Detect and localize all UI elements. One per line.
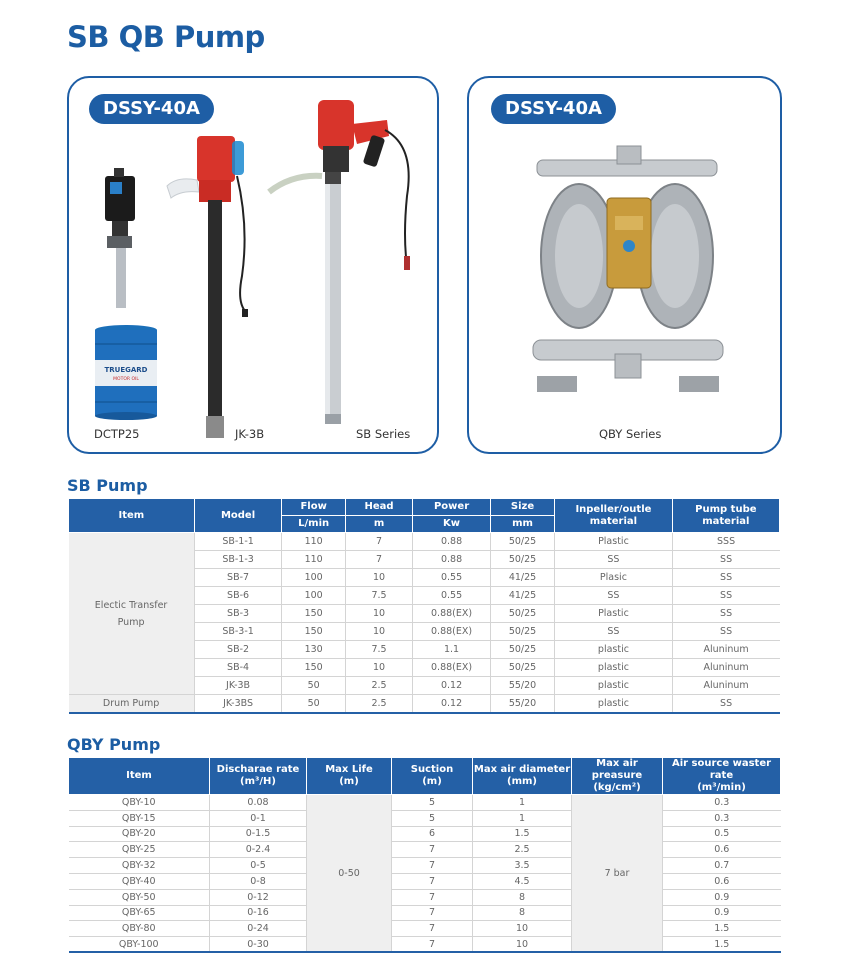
table-row [69, 810, 781, 826]
qby-cell-air-diameter: 2.5 [473, 842, 572, 858]
sb-cell-power: 1.1 [413, 641, 491, 659]
sb-cell-tube: Aluninum [672, 659, 779, 677]
qby-cell-item: QBY-10 [69, 795, 210, 811]
sb-cell-model: SB-6 [194, 587, 282, 605]
qby-header-air-pressure-label: Max air preasure [591, 758, 643, 781]
sb-cell-model: JK-3B [194, 677, 282, 695]
qby-cell-air-diameter: 10 [473, 937, 572, 953]
qby-cell-suction: 6 [392, 826, 473, 842]
qby-header-air-pressure-unit: (kg/cm²) [593, 782, 641, 793]
sb-cell-model: SB-4 [194, 659, 282, 677]
qby-cell-item: QBY-40 [69, 873, 210, 889]
sb-header-tube: Pump tube material [672, 499, 779, 533]
sb-cell-flow: 110 [282, 533, 345, 551]
sb-cell-head: 10 [345, 569, 412, 587]
qby-cell-air-diameter: 1.5 [473, 826, 572, 842]
sb-cell-flow: 100 [282, 569, 345, 587]
qby-product-card [467, 76, 782, 454]
page-title: SB QB Pump [67, 20, 265, 54]
sb-header-impeller: Inpeller/outle material [555, 499, 672, 533]
sb-header-model: Model [194, 499, 282, 533]
qby-header-air-source-unit: (m³/min) [697, 782, 746, 793]
qby-cell-discharge: 0.08 [210, 795, 307, 811]
qby-header-max-life-unit: (m) [339, 776, 359, 787]
qby-cell-discharge: 0-12 [210, 889, 307, 905]
sb-cell-model: SB-3 [194, 605, 282, 623]
table-row [69, 695, 780, 713]
sb-cell-power: 0.88(EX) [413, 605, 491, 623]
qby-header-air-diameter-unit: (mm) [507, 776, 537, 787]
qby-max-life-value: 0-50 [307, 795, 392, 953]
sb-cell-impeller: plastic [555, 695, 672, 713]
sb-cell-flow: 150 [282, 623, 345, 641]
sb-cell-power: 0.88 [413, 551, 491, 569]
qby-section-title: QBY Pump [67, 735, 161, 754]
table-row [69, 826, 781, 842]
sb-cell-tube: SS [672, 569, 779, 587]
qby-header-discharge-unit: (m³/H) [240, 776, 276, 787]
sb-cell-tube: SS [672, 605, 779, 623]
sb-cell-impeller: plastic [555, 659, 672, 677]
sb-cell-size: 50/25 [490, 641, 554, 659]
sb-group-drum: Drum Pump [69, 695, 195, 713]
sb-cell-size: 50/25 [490, 533, 554, 551]
qby-cell-suction: 7 [392, 921, 473, 937]
qby-header-max-life [307, 758, 392, 795]
sb-cell-power: 0.88(EX) [413, 659, 491, 677]
sb-cell-tube: Aluninum [672, 677, 779, 695]
qby-cell-suction: 5 [392, 795, 473, 811]
qby-header-air-source [663, 758, 781, 795]
table-row [69, 873, 781, 889]
qby-cell-air-source: 0.9 [663, 905, 781, 921]
qby-cell-air-source: 0.9 [663, 889, 781, 905]
sb-cell-tube: SS [672, 587, 779, 605]
qby-cell-air-diameter: 1 [473, 810, 572, 826]
sb-cell-flow: 130 [282, 641, 345, 659]
sb-cell-impeller: Plastic [555, 533, 672, 551]
sb-cell-model: SB-3-1 [194, 623, 282, 641]
qby-cell-air-diameter: 10 [473, 921, 572, 937]
sb-cell-flow: 100 [282, 587, 345, 605]
sb-cell-power: 0.12 [413, 677, 491, 695]
qby-air-pressure-value: 7 bar [572, 795, 663, 953]
qby-cell-suction: 7 [392, 842, 473, 858]
sb-cell-power: 0.55 [413, 587, 491, 605]
qby-header-discharge [210, 758, 307, 795]
sb-cell-tube: SS [672, 623, 779, 641]
sb-header-power-unit: Kw [413, 516, 491, 533]
sb-cell-size: 50/25 [490, 605, 554, 623]
sb-cell-flow: 50 [282, 677, 345, 695]
sb-cell-flow: 110 [282, 551, 345, 569]
table-row [69, 842, 781, 858]
sb-series-pump-image [269, 100, 410, 424]
qby-cell-suction: 7 [392, 937, 473, 953]
qby-cell-air-diameter: 8 [473, 905, 572, 921]
sb-cell-flow: 150 [282, 605, 345, 623]
sb-cell-model: SB-7 [194, 569, 282, 587]
qby-cell-item: QBY-100 [69, 937, 210, 953]
sb-cell-size: 50/25 [490, 659, 554, 677]
sb-group-electric: Electic Transfer Pump [69, 533, 195, 695]
sb-cell-size: 55/20 [490, 695, 554, 713]
sb-cell-tube: Aluninum [672, 641, 779, 659]
sb-cell-head: 10 [345, 659, 412, 677]
sb-cell-flow: 50 [282, 695, 345, 713]
qby-cell-discharge: 0-1 [210, 810, 307, 826]
sb-cell-impeller: SS [555, 551, 672, 569]
qby-cell-air-diameter: 1 [473, 795, 572, 811]
qby-header-discharge-label: Discharae rate [216, 764, 300, 775]
sb-cell-impeller: SS [555, 623, 672, 641]
sb-cell-model: SB-1-1 [194, 533, 282, 551]
sb-cell-power: 0.12 [413, 695, 491, 713]
qby-cell-air-diameter: 8 [473, 889, 572, 905]
sb-cell-size: 50/25 [490, 551, 554, 569]
sb-cell-model: SB-1-3 [194, 551, 282, 569]
table-row [69, 905, 781, 921]
sb-cell-size: 50/25 [490, 623, 554, 641]
qby-cell-air-source: 0.6 [663, 842, 781, 858]
qby-cell-item: QBY-80 [69, 921, 210, 937]
sb-cell-tube: SSS [672, 533, 779, 551]
qby-cell-air-diameter: 3.5 [473, 858, 572, 874]
caption-qby-series: QBY Series [599, 427, 662, 441]
qby-pump-table [68, 757, 781, 953]
qby-cell-discharge: 0-2.4 [210, 842, 307, 858]
qby-cell-discharge: 0-16 [210, 905, 307, 921]
sb-header-head-unit: m [345, 516, 412, 533]
sb-cell-head: 2.5 [345, 677, 412, 695]
qby-cell-air-source: 0.7 [663, 858, 781, 874]
sb-cell-size: 55/20 [490, 677, 554, 695]
sb-cell-head: 7.5 [345, 641, 412, 659]
qby-header-item [69, 758, 210, 795]
sb-cell-impeller: SS [555, 587, 672, 605]
qby-cell-air-source: 1.5 [663, 937, 781, 953]
table-row [69, 858, 781, 874]
sb-cell-head: 7 [345, 551, 412, 569]
qby-cell-discharge: 0-5 [210, 858, 307, 874]
sb-pumps-illustration [67, 76, 439, 454]
qby-cell-air-source: 0.5 [663, 826, 781, 842]
sb-header-item: Item [69, 499, 195, 533]
sb-cell-head: 10 [345, 623, 412, 641]
sb-cell-head: 7 [345, 533, 412, 551]
qby-cell-suction: 5 [392, 810, 473, 826]
sb-header-power: Power [413, 499, 491, 516]
qby-header-air-pressure [572, 758, 663, 795]
jk3b-pump-image [167, 136, 248, 438]
qby-cell-air-source: 0.3 [663, 810, 781, 826]
sb-header-flow-unit: L/min [282, 516, 345, 533]
qby-header-suction-unit: (m) [422, 776, 442, 787]
qby-header-suction [392, 758, 473, 795]
sb-header-flow: Flow [282, 499, 345, 516]
sb-cell-model: JK-3BS [194, 695, 282, 713]
qby-cell-item: QBY-50 [69, 889, 210, 905]
table-row [69, 795, 781, 811]
caption-sb-series: SB Series [356, 427, 411, 441]
qby-cell-discharge: 0-1.5 [210, 826, 307, 842]
sb-header-size-unit: mm [490, 516, 554, 533]
drum-sub-label: MOTOR OIL [113, 377, 139, 382]
sb-cell-impeller: Plasic [555, 569, 672, 587]
qby-cell-air-source: 0.3 [663, 795, 781, 811]
qby-cell-air-source: 0.6 [663, 873, 781, 889]
card-badge: DSSY-40A [89, 94, 214, 124]
qby-cell-suction: 7 [392, 905, 473, 921]
sb-cell-impeller: plastic [555, 677, 672, 695]
sb-cell-power: 0.55 [413, 569, 491, 587]
qby-cell-discharge: 0-24 [210, 921, 307, 937]
drum-brand-label: TRUEGARD [104, 366, 148, 374]
caption-dctp25: DCTP25 [94, 427, 140, 441]
qby-cell-air-source: 1.5 [663, 921, 781, 937]
sb-cell-size: 41/25 [490, 587, 554, 605]
qby-cell-item: QBY-15 [69, 810, 210, 826]
sb-cell-tube: SS [672, 695, 779, 713]
sb-header-size: Size [490, 499, 554, 516]
sb-header-head: Head [345, 499, 412, 516]
sb-cell-tube: SS [672, 551, 779, 569]
sb-section-title: SB Pump [67, 476, 148, 495]
qby-header-air-source-label: Air source waster rate [671, 758, 772, 781]
sb-cell-head: 7.5 [345, 587, 412, 605]
caption-jk3b: JK-3B [235, 427, 265, 441]
qby-header-max-life-label: Max Life [325, 764, 373, 775]
sb-cell-flow: 150 [282, 659, 345, 677]
sb-cell-impeller: Plastic [555, 605, 672, 623]
sb-cell-impeller: plastic [555, 641, 672, 659]
table-row [69, 937, 781, 953]
qby-pump-image [467, 76, 782, 454]
table-row [69, 921, 781, 937]
qby-cell-item: QBY-65 [69, 905, 210, 921]
table-row [69, 533, 780, 551]
qby-header-item-label: Item [126, 770, 152, 781]
card-badge: DSSY-40A [491, 94, 616, 124]
qby-header-suction-label: Suction [410, 764, 454, 775]
qby-cell-item: QBY-32 [69, 858, 210, 874]
qby-cell-item: QBY-25 [69, 842, 210, 858]
sb-cell-power: 0.88(EX) [413, 623, 491, 641]
qby-header-air-diameter-label: Max air diameter [473, 764, 571, 775]
qby-cell-item: QBY-20 [69, 826, 210, 842]
sb-cell-size: 41/25 [490, 569, 554, 587]
sb-pump-table [68, 498, 780, 714]
qby-cell-suction: 7 [392, 889, 473, 905]
qby-cell-suction: 7 [392, 873, 473, 889]
qby-header-air-diameter [473, 758, 572, 795]
sb-cell-head: 2.5 [345, 695, 412, 713]
qby-cell-discharge: 0-8 [210, 873, 307, 889]
sb-cell-head: 10 [345, 605, 412, 623]
sb-cell-power: 0.88 [413, 533, 491, 551]
sb-cell-model: SB-2 [194, 641, 282, 659]
qby-cell-air-diameter: 4.5 [473, 873, 572, 889]
sb-product-card [67, 76, 439, 454]
qby-cell-suction: 7 [392, 858, 473, 874]
table-row [69, 889, 781, 905]
qby-cell-discharge: 0-30 [210, 937, 307, 953]
dctp25-pump-image [95, 168, 157, 420]
